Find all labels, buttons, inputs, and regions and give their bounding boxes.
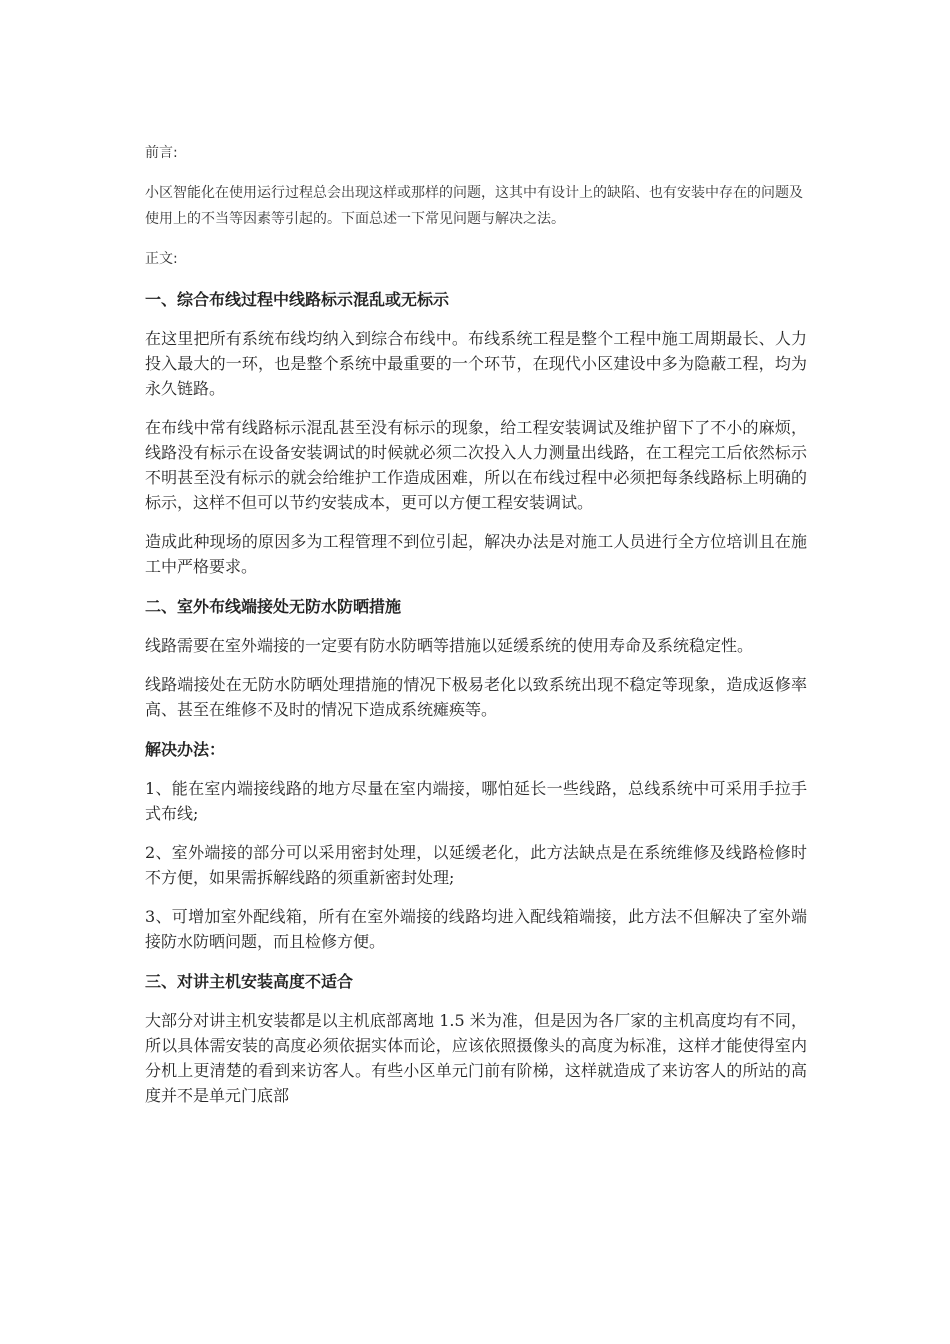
section2-paragraph: 线路端接处在无防水防晒处理措施的情况下极易老化以致系统出现不稳定等现象，造成返修率高、甚至在维修不及时的情况下造成系统瘫痪等。 [145,675,807,719]
solution-item: 1、能在室内端接线路的地方尽量在室内端接，哪怕延长一些线路，总线系统中可采用手拉手式布线; [145,779,807,823]
main-label: 正文: [145,251,178,267]
solution-item: 2、室外端接的部分可以采用密封处理，以延缓老化，此方法缺点是在系统维修及线路检修时不方便，如果需拆解线路的须重新密封处理; [145,843,807,887]
solution-item: 3、可增加室外配线箱，所有在室外端接的线路均进入配线箱端接，此方法不但解决了室外端接防水防晒问题，而且检修方便。 [145,907,807,951]
section1-paragraph: 造成此种现场的原因多为工程管理不到位引起，解决办法是对施工人员进行全方位培训且在施工中严格要求。 [145,532,807,576]
section1-paragraph: 在布线中常有线路标示混乱甚至没有标示的现象，给工程安装调试及维护留下了不小的麻烦，线路没有标示在设备安装调试的时候就必须二次投入人力测量出线路，在工程完工后依然标示不明甚至没有标示的就会给维护工作造成困难，所以在布线过程中必须把每条线路标上明确的标示，这样不但可以节约安装成本，更可以方便工程安装调试。 [145,418,807,512]
section2-heading: 二、室外布线端接处无防水防晒措施 [145,597,402,616]
solution-heading: 解决办法： [145,740,226,759]
section3-paragraph: 大部分对讲主机安装都是以主机底部离地 1.5 米为准，但是因为各厂家的主机高度均有不同，所以具体需安装的高度必须依据实体而论，应该依照摄像头的高度为标准，这样才能使得室内分机上更清楚的看到来访客人。有些小区单元门前有阶梯，这样就造成了来访客人的所站的高度并不是单元门底部 [145,1011,807,1105]
section1-heading: 一、综合布线过程中线路标示混乱或无标示 [145,290,450,309]
section1-paragraph: 在这里把所有系统布线均纳入到综合布线中。布线系统工程是整个工程中施工周期最长、人力投入最大的一环，也是整个系统中最重要的一个环节，在现代小区建设中多为隐蔽工程，均为永久链路。 [145,329,807,398]
section2-paragraph: 线路需要在室外端接的一定要有防水防晒等措施以延缓系统的使用寿命及系统稳定性。 [145,636,754,655]
preface-text: 小区智能化在使用运行过程总会出现这样或那样的问题，这其中有设计上的缺陷、也有安装中存在的问题及使用上的不当等因素等引起的。下面总述一下常见问题与解决之法。 [145,185,803,227]
preface-label: 前言: [145,145,178,161]
document-page [145,140,807,1122]
section3-heading: 三、对讲主机安装高度不适合 [145,972,354,991]
